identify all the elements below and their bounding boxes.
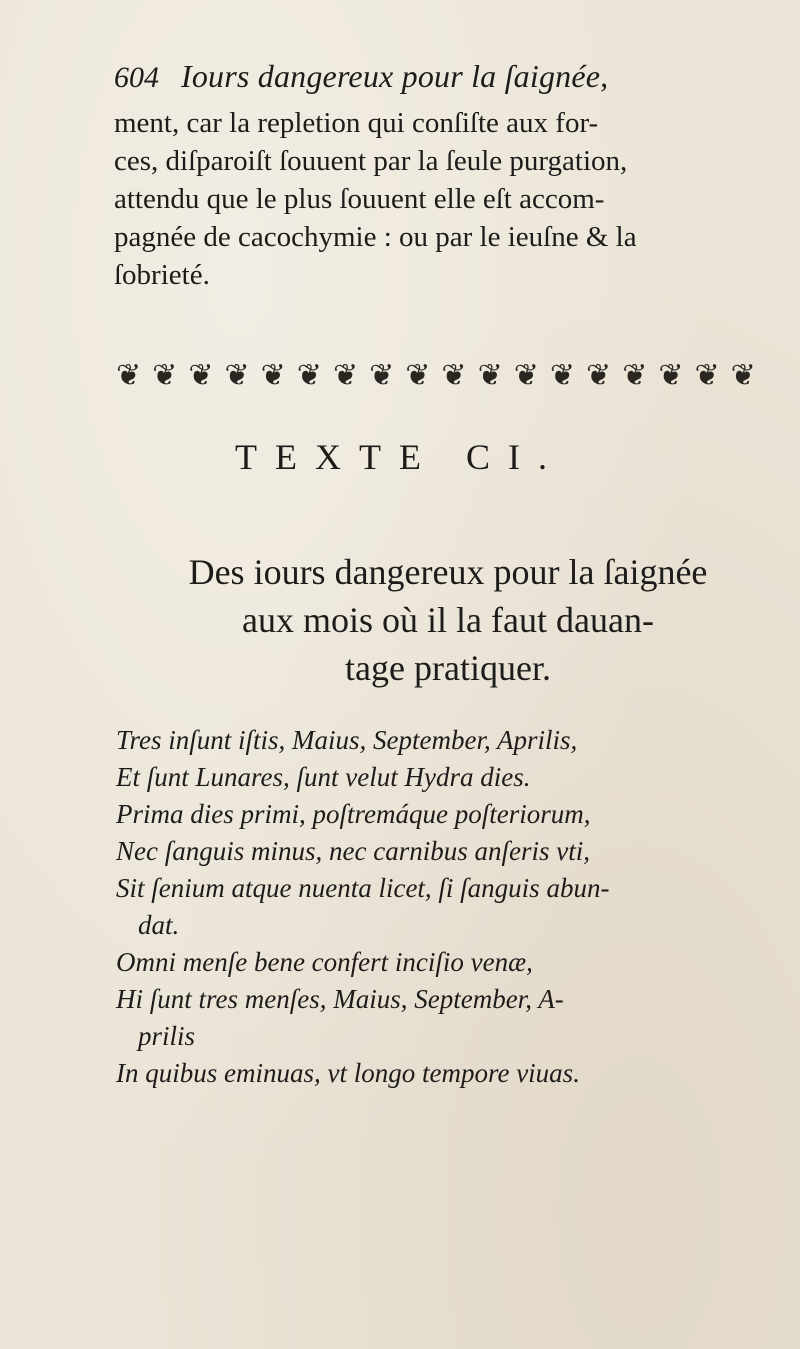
verse-line: In quibus eminuas, vt longo tempore viuas. [116,1058,580,1088]
verse-line: Hi ſunt tres menſes, Maius, September, A- [116,984,564,1014]
verse-line: Omni menſe bene confert inciſio venæ, [116,947,533,977]
section-heading [118,548,778,692]
fleuron-icon: ❦ [405,358,431,393]
heading-line: tage pratiquer. [345,648,551,688]
fleuron-icon: ❦ [224,358,250,393]
latin-verse [116,722,786,1092]
fleuron-ornament-band [116,358,756,394]
section-label: TEXTE CI. [235,437,565,477]
fleuron-icon: ❦ [369,358,395,393]
fleuron-icon: ❦ [730,358,756,393]
verse-line: Sit ſenium atque nuenta licet, ſi ſanguis abun- [116,873,610,903]
running-head-title: Iours dangereux pour la ſaignée, [181,58,609,94]
fleuron-icon: ❦ [694,358,720,393]
fleuron-icon: ❦ [260,358,286,393]
verse-line: Nec ſanguis minus, nec carnibus anſeris vti, [116,836,590,866]
fleuron-icon: ❦ [549,358,576,393]
text-line: ces, diſparoiſt ſouuent par la ſeule purgation, [114,145,628,177]
heading-line: aux mois où il la faut dauan- [242,600,654,640]
verse-line: Et ſunt Lunares, ſunt velut Hydra dies. [116,762,531,792]
text-line: pagnée de cacochymie : ou par le ieuſne & la [114,221,637,253]
text-line: ment, car la repletion qui conſiſte aux for- [114,107,599,139]
fleuron-icon: ❦ [622,358,648,393]
fleuron-icon: ❦ [296,358,322,393]
fleuron-icon: ❦ [513,358,539,393]
verse-line: prilis [138,1021,196,1051]
fleuron-icon: ❦ [477,358,503,393]
fleuron-icon: ❦ [188,358,214,393]
heading-line: Des iours dangereux pour la ſaignée [188,552,708,592]
verse-line: Tres inſunt iſtis, Maius, September, Aprilis, [116,725,578,755]
verse-line: Prima dies primi, poſtremáque poſteriorum, [116,799,591,829]
page-number: 604 [114,61,159,94]
fleuron-icon: ❦ [658,358,684,393]
text-line: attendu que le plus ſouuent elle eſt accom- [114,183,605,215]
running-head [114,58,714,98]
verse-line: dat. [138,910,180,940]
body-paragraph [114,104,774,294]
text-line: ſobrieté. [114,259,210,291]
fleuron-icon: ❦ [441,358,467,393]
fleuron-icon: ❦ [152,358,178,393]
fleuron-icon: ❦ [116,358,142,393]
fleuron-icon: ❦ [332,358,359,393]
fleuron-icon: ❦ [586,358,612,393]
